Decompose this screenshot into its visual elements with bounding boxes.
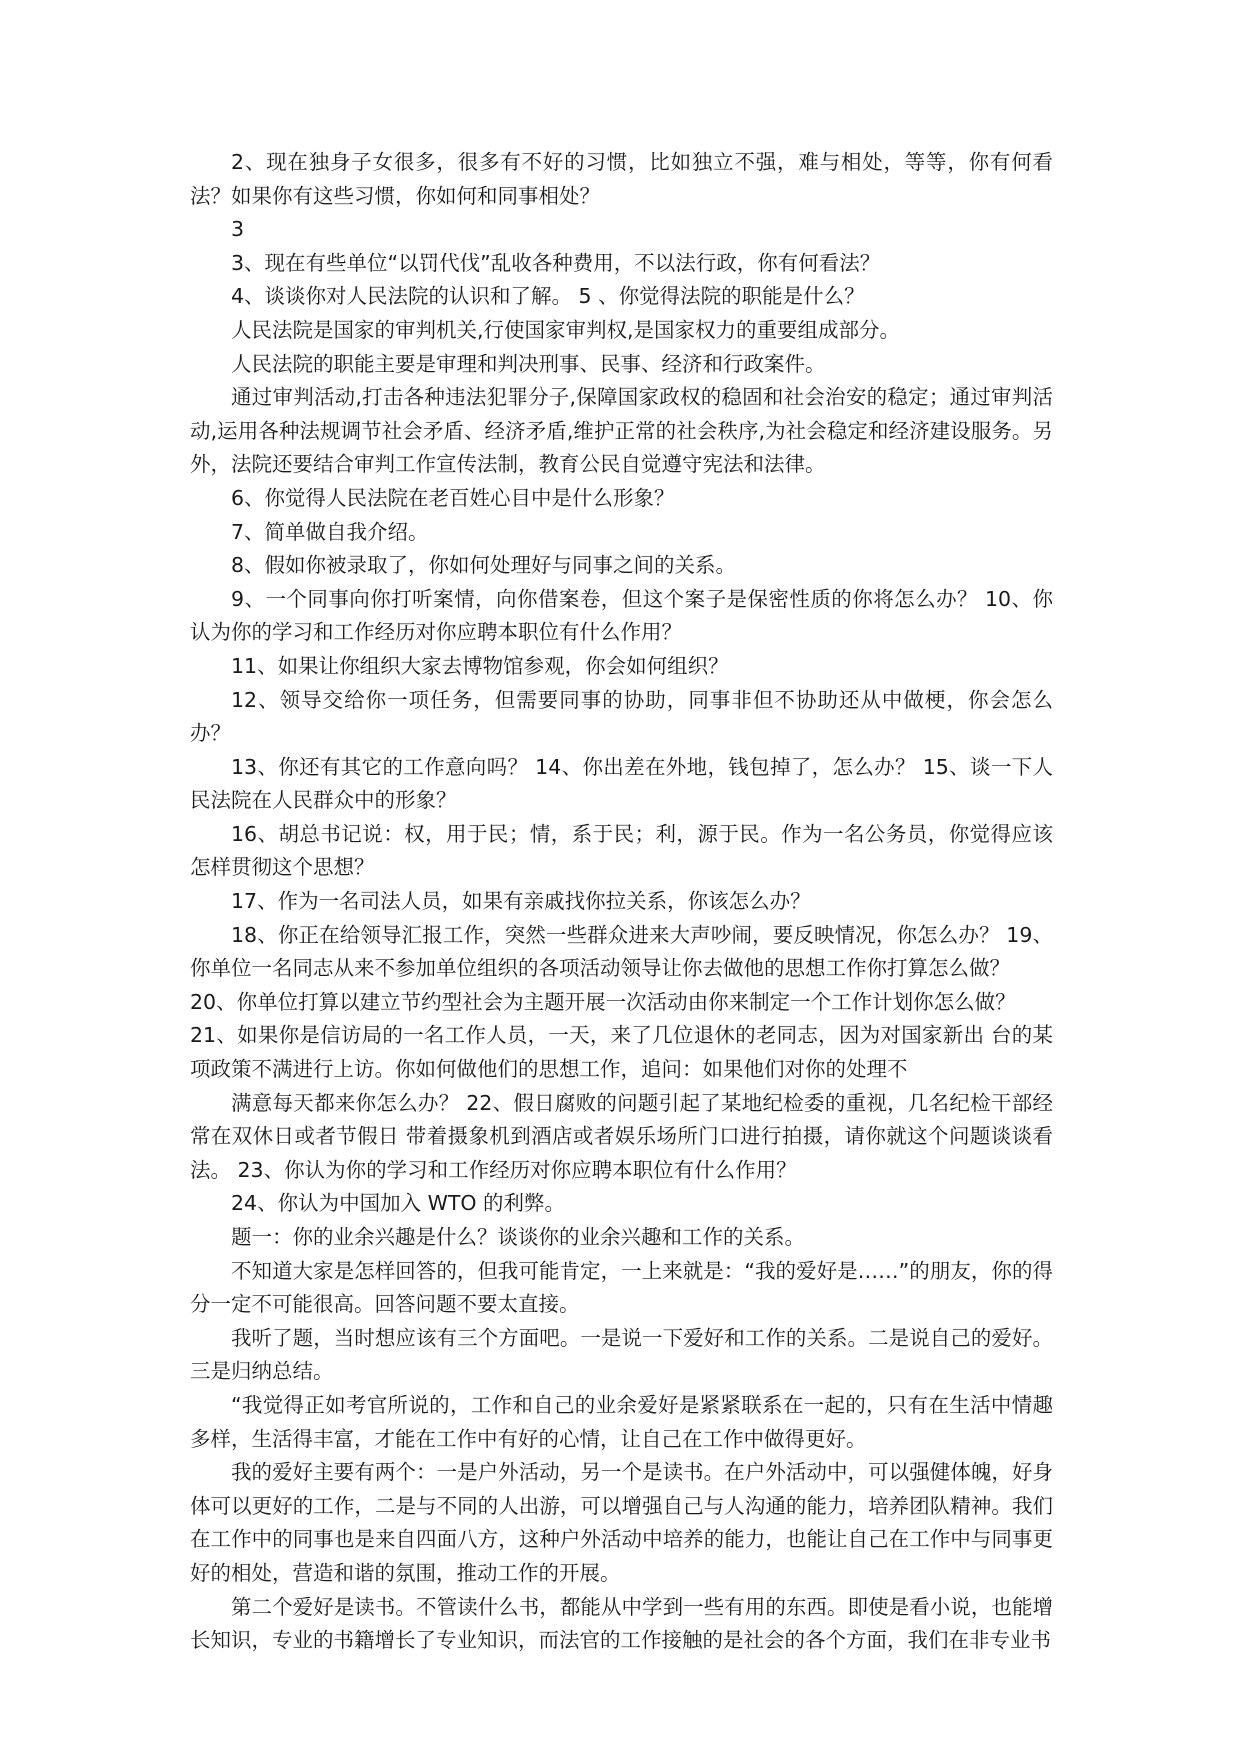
paragraph-answer-reading: 第二个爱好是读书。不管读什么书，都能从中学到一些有用的东西。即使是看小说，也能增长知识，专业的书籍增长了专业知识，而法官的工作接触的是社会的各个方面，我们在非专业书 bbox=[190, 1594, 1053, 1653]
paragraph-q21: 21、如果你是信访局的一名工作人员，一天，来了几位退休的老同志，因为对国家新出 台的某项政策不满进行上访。你如何做他们的思想工作，追问：如果他们对你的处理不 bbox=[190, 1023, 1053, 1082]
paragraph-answer-quote: “我觉得正如考官所说的，工作和自己的业余爱好是紧紧联系在一起的，只有在生活中情趣多样，生活得丰富，才能在工作中有好的心情，让自己在工作中做得更好。 bbox=[190, 1392, 1053, 1451]
paragraph-q18-q19: 18、你正在给领导汇报工作，突然一些群众进来大声吵闹，要反映情况，你怎么办？ 19、你单位一名同志从来不参加单位组织的各项活动领导让你去做他的思想工作你打算怎么做？ bbox=[190, 922, 1053, 981]
paragraph-q21-q23: 满意每天都来你怎么办？ 22、假日腐败的问题引起了某地纪检委的重视，几名纪检干部经常在双休日或者节假日 带着摄象机到酒店或者娱乐场所门口进行拍摄，请你就这个问题谈谈看法。 23、你认为你的学习和工作经历对你应聘本职位有什么作用？ bbox=[190, 1090, 1053, 1182]
paragraph-answer-court-function: 人民法院的职能主要是审理和判决刑事、民事、经济和行政案件。 bbox=[231, 351, 826, 376]
document-page bbox=[190, 146, 1053, 1658]
paragraph-answer-plan: 我听了题，当时想应该有三个方面吧。一是说一下爱好和工作的关系。二是说自己的爱好。三是归纳总结。 bbox=[190, 1325, 1053, 1384]
paragraph-q2: 2、现在独身子女很多，很多有不好的习惯，比如独立不强，难与相处，等等，你有何看法？如果你有这些习惯，你如何和同事相处？ bbox=[190, 150, 1053, 208]
paragraph-q13-q15: 13、你还有其它的工作意向吗？ 14、你出差在外地，钱包掉了，怎么办？ 15、谈一下人民法院在人民群众中的形象？ bbox=[190, 754, 1053, 813]
paragraph-q6: 6、你觉得人民法院在老百姓心目中是什么形象？ bbox=[231, 485, 675, 510]
paragraph-answer-intro: 不知道大家是怎样回答的，但我可能肯定，一上来就是：“我的爱好是……”的朋友，你的得分一定不可能很高。回答问题不要太直接。 bbox=[190, 1258, 1053, 1317]
paragraph-number-3: 3 bbox=[231, 217, 245, 242]
paragraph-answer-trial-activity: 通过审判活动,打击各种违法犯罪分子,保障国家政权的稳固和社会治安的稳定；通过审判活动,运用各种法规调节社会矛盾、经济矛盾,维护正常的社会秩序,为社会稳定和经济建设服务。另外，法院还要结合审判工作宣传法制，教育公民自觉遵守宪法和法律。 bbox=[190, 385, 1053, 477]
paragraph-q4-q5: 4、谈谈你对人民法院的认识和了解。 5 、你觉得法院的职能是什么？ bbox=[231, 284, 865, 309]
paragraph-q11: 11、如果让你组织大家去博物馆参观，你会如何组织？ bbox=[231, 653, 729, 678]
paragraph-q20: 20、你单位打算以建立节约型社会为主题开展一次活动由你来制定一个工作计划你怎么做？ bbox=[190, 989, 1016, 1014]
paragraph-q16: 16、胡总书记说：权，用于民；情，系于民；利，源于民。作为一名公务员，你觉得应该怎样贯彻这个思想？ bbox=[190, 821, 1053, 880]
paragraph-answer-hobbies: 我的爱好主要有两个：一是户外活动，另一个是读书。在户外活动中，可以强健体魄，好身体可以更好的工作，二是与不同的人出游，可以增强自己与人沟通的能力，培养团队精神。我们在工作中的同事也是来自四面八方，这种户外活动中培养的能力，也能让自己在工作中与同事更好的相处，营造和谐的氛围，推动工作的开展。 bbox=[190, 1460, 1053, 1585]
paragraph-q9-q10: 9、一个同事向你打听案情，向你借案卷，但这个案子是保密性质的你将怎么办？ 10、你认为你的学习和工作经历对你应聘本职位有什么作用？ bbox=[190, 586, 1053, 645]
paragraph-answer-court-definition: 人民法院是国家的审判机关,行使国家审判权,是国家权力的重要组成部分。 bbox=[231, 317, 901, 342]
paragraph-q24: 24、你认为中国加入 WTO 的利弊。 bbox=[231, 1191, 566, 1216]
paragraph-q8: 8、假如你被录取了，你如何处理好与同事之间的关系。 bbox=[231, 553, 737, 578]
paragraph-q12: 12、领导交给你一项任务，但需要同事的协助，同事非但不协助还从中做梗，你会怎么办？ bbox=[190, 687, 1053, 746]
paragraph-q17: 17、作为一名司法人员，如果有亲戚找你拉关系，你该怎么办？ bbox=[231, 889, 811, 914]
paragraph-q7: 7、简单做自我介绍。 bbox=[231, 519, 429, 544]
paragraph-q3: 3、现在有些单位“以罚代伐”乱收各种费用，不以法行政，你有何看法？ bbox=[231, 250, 881, 275]
paragraph-topic-one: 题一：你的业余兴趣是什么？谈谈你的业余兴趣和工作的关系。 bbox=[231, 1225, 805, 1249]
